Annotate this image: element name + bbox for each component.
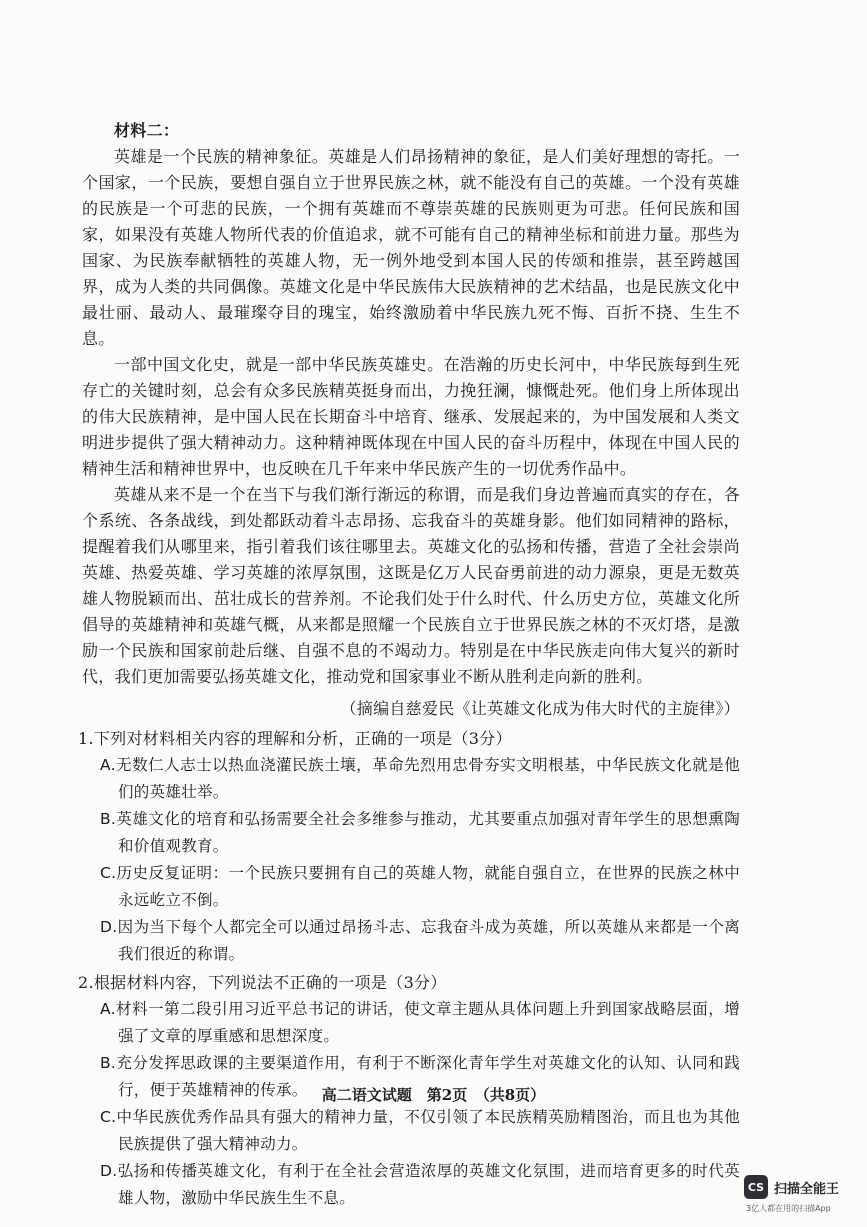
page-content (78, 118, 740, 1212)
option-d: D.因为当下每个人都完全可以通过昂扬斗志、忘我奋斗成为英雄，所以英雄从来都是一个离我们很近的称谓。 (100, 918, 740, 963)
option-d: D.弘扬和传播英雄文化，有利于在全社会营造浓厚的英雄文化氛围，进而培育更多的时代英雄人物，激励中华民族生生不息。 (100, 1162, 740, 1207)
question-stem: 2.根据材料内容，下列说法不正确的一项是（3分） (78, 973, 447, 992)
page-footer: 高二语文试题 第2页 （共8页） (321, 1086, 546, 1104)
watermark-name: 扫描全能王 (774, 1181, 840, 1197)
camscanner-logo-icon: CS (744, 1175, 768, 1199)
material-paragraph-3: 英雄从来不是一个在当下与我们渐行渐远的称谓，而是我们身边普遍而真实的存在，各个系统、各条战线，到处都跃动着斗志昂扬、忘我奋斗的英雄身影。他们如同精神的路标，提醒着我们从哪里来，指引着我们该往哪里去。英雄文化的弘扬和传播，营造了全社会崇尚英雄、热爱英雄、学习英雄的浓厚氛围，这既是亿万人民奋勇前进的动力源泉，更是无数英雄人物脱颖而出、茁壮成长的营养剂。不论我们处于什么时代、什么历史方位，英雄文化所倡导的英雄精神和英雄气概，从来都是照耀一个民族自立于世界民族之林的不灭灯塔，是激励一个民族和国家前赴后继、自强不息的不竭动力。特别是在中华民族走向伟大复兴的新时代，我们更加需要弘扬英雄文化，推动党和国家事业不断从胜利走向新的胜利。 (82, 485, 740, 686)
scanner-watermark (744, 1175, 839, 1199)
option-c: C.中华民族优秀作品具有强大的精神力量，不仅引领了本民族精英励精图治，而且也为其他民族提供了强大精神动力。 (100, 1108, 740, 1153)
material-paragraph-2: 一部中国文化史，就是一部中华民族英雄史。在浩瀚的历史长河中，中华民族每到生死存亡的关键时刻，总会有众多民族精英挺身而出，力挽狂澜，慷慨赴死。他们身上所体现出的伟大民族精神，是中国人民在长期奋斗中培育、继承、发展起来的，为中国发展和人类文明进步提供了强大精神动力。这种精神既体现在中国人民的奋斗历程中，体现在中国人民的精神生活和精神世界中，也反映在几千年来中华民族产生的一切优秀作品中。 (82, 355, 740, 478)
material-paragraph-1: 英雄是一个民族的精神象征。英雄是人们昂扬精神的象征，是人们美好理想的寄托。一个国家，一个民族，要想自强自立于世界民族之林，就不能没有自己的英雄。一个没有英雄的民族是一个可悲的民族，一个拥有英雄而不尊崇英雄的民族则更为可悲。任何民族和国家，如果没有英雄人物所代表的价值追求，就不可能有自己的精神坐标和前进力量。那些为国家、为民族奉献牺牲的英雄人物，无一例外地受到本国人民的传颂和推崇，甚至跨越国界，成为人类的共同偶像。英雄文化是中华民族伟大民族精神的艺术结晶，也是民族文化中最壮丽、最动人、最璀璨夺目的瑰宝，始终激励着中华民族九死不悔、百折不挠、生生不息。 (82, 147, 740, 348)
option-c: C.历史反复证明：一个民族只要拥有自己的英雄人物，就能自强自立，在世界的民族之林中永远屹立不倒。 (100, 864, 740, 909)
material-heading: 材料二： (114, 121, 180, 140)
material-source: （摘编自慈爱民《让英雄文化成为伟大时代的主旋律》） (340, 699, 740, 718)
option-b: B.英雄文化的培育和弘扬需要全社会多维参与推动，尤其要重点加强对青年学生的思想熏陶和价值观教育。 (100, 810, 740, 855)
question-stem: 1.下列对材料相关内容的理解和分析，正确的一项是（3分） (78, 729, 512, 748)
question-1 (78, 726, 740, 968)
option-b: B.充分发挥思政课的主要渠道作用，有利于不断深化青年学生对英雄文化的认知、认同和践行，便于英雄精神的传承。 (100, 1054, 740, 1099)
option-a: A.无数仁人志士以热血浇灌民族土壤，革命先烈用忠骨夯实文明根基，中华民族文化就是他们的英雄壮举。 (100, 756, 740, 801)
watermark-tagline: 3亿人都在用的扫描App (746, 1204, 831, 1213)
option-a: A.材料一第二段引用习近平总书记的讲话，使文章主题从具体问题上升到国家战略层面，增强了文章的厚重感和思想深度。 (100, 1000, 740, 1045)
